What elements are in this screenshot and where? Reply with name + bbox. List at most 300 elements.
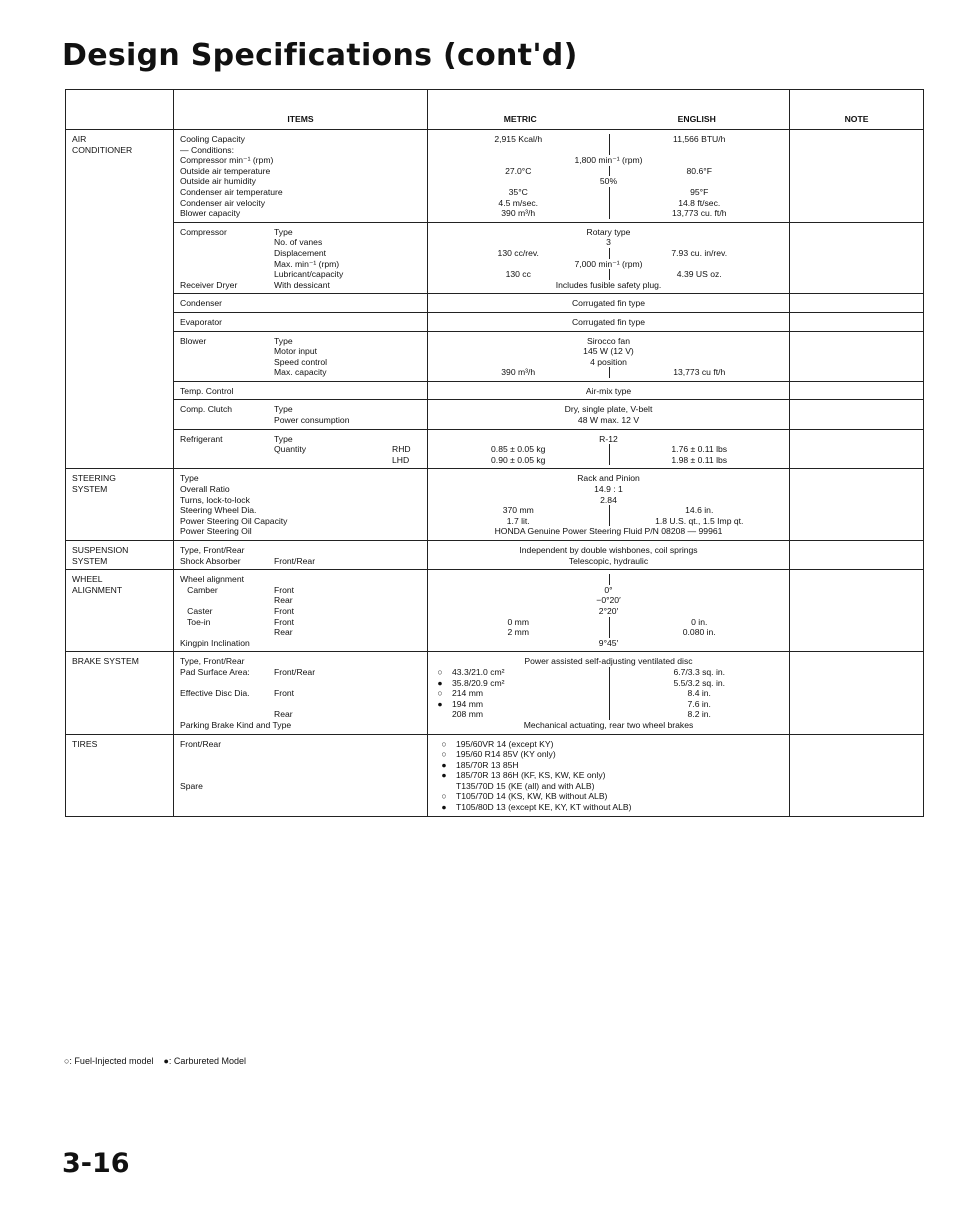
common-value: HONDA Genuine Power Steering Fluid P/N 08208 — 99961	[494, 526, 723, 537]
common-value: 4 position	[590, 356, 627, 367]
page-title: Design Specifications (cont'd)	[62, 38, 578, 73]
tire-spec: 195/60 R14 85V (KY only)	[456, 749, 556, 760]
common-value: 3	[606, 237, 611, 248]
english-value: 11,566 BTU/h	[609, 134, 790, 145]
item-text: Type	[274, 226, 293, 237]
value-line	[428, 176, 789, 187]
item-text: Type, Front/Rear	[180, 545, 245, 555]
tire-line	[428, 791, 789, 802]
item-text	[392, 357, 422, 368]
system-label: STEERING	[72, 473, 116, 484]
item-line	[180, 434, 422, 445]
item-text	[180, 248, 274, 259]
item-text	[392, 678, 422, 689]
english-value: 1.8 U.S. qt., 1.5 Imp qt.	[609, 516, 790, 527]
item-line	[180, 134, 422, 145]
item-line	[180, 166, 422, 177]
note-cell	[790, 331, 924, 381]
item-line	[180, 415, 422, 426]
item-text	[180, 699, 274, 710]
system-cell	[66, 130, 174, 469]
value-line	[428, 227, 789, 238]
item-line	[180, 709, 422, 720]
common-value: Rotary type	[586, 226, 631, 237]
value-line	[428, 404, 789, 415]
table-row	[66, 652, 924, 734]
item-line	[180, 187, 422, 198]
system-label: TIRES	[72, 738, 98, 749]
item-line	[180, 367, 422, 378]
table-row	[66, 734, 924, 816]
metric-value: 130 cc/rev.	[497, 247, 539, 258]
item-text	[392, 556, 422, 567]
metric-value: 194 mm	[452, 698, 484, 709]
items-cell	[174, 130, 428, 223]
english-value: 14.6 in.	[609, 505, 790, 516]
value-line	[428, 298, 789, 309]
system-label: WHEEL	[72, 574, 103, 585]
system-label: BRAKE SYSTEM	[72, 656, 139, 667]
item-text	[392, 781, 422, 792]
english-value: 13,773 cu ft/h	[609, 367, 790, 378]
values-cell	[428, 652, 790, 734]
model-marker: ●	[437, 677, 443, 688]
metric-value	[428, 145, 609, 156]
tire-line	[428, 802, 789, 813]
item-line	[180, 638, 422, 649]
item-text	[180, 749, 274, 760]
value-line	[428, 585, 789, 596]
item-text	[392, 269, 422, 280]
legend-carbureted: ●: Carbureted Model	[163, 1056, 246, 1066]
item-text: Camber	[180, 584, 218, 595]
item-text	[274, 317, 392, 328]
metric-value: 208 mm	[452, 709, 484, 720]
item-line	[180, 678, 422, 689]
item-line	[180, 656, 422, 667]
value-line	[428, 678, 789, 689]
metric-value: 370 mm	[502, 505, 534, 516]
model-marker: ○	[441, 738, 447, 749]
table-row	[66, 429, 924, 469]
common-value: Sirocco fan	[587, 335, 630, 346]
item-text	[180, 269, 274, 280]
items-cell	[174, 331, 428, 381]
items-cell	[174, 652, 428, 734]
note-cell	[790, 222, 924, 294]
item-text	[392, 617, 422, 628]
metric-value: 130 cc	[505, 269, 531, 280]
common-value: 50%	[599, 176, 618, 187]
tire-line	[428, 749, 789, 760]
system-label: SUSPENSION	[72, 545, 129, 555]
item-text	[392, 298, 422, 309]
item-text	[392, 627, 422, 638]
items-cell	[174, 541, 428, 570]
value-line	[428, 473, 789, 484]
table-row	[66, 469, 924, 541]
page-number: 3-16	[62, 1148, 130, 1179]
item-line	[180, 802, 422, 813]
item-text	[274, 720, 392, 731]
values-cell	[428, 294, 790, 313]
spec-table	[65, 89, 924, 817]
item-text	[274, 739, 392, 750]
value-line	[428, 526, 789, 537]
item-text	[392, 802, 422, 813]
value-line	[428, 638, 789, 649]
item-text	[392, 526, 422, 537]
item-line	[180, 269, 422, 280]
item-text: Speed control	[274, 356, 328, 367]
item-text	[392, 720, 422, 731]
item-text	[392, 709, 422, 720]
model-marker: ●	[441, 770, 447, 781]
item-text	[274, 545, 392, 556]
system-label: SYSTEM	[72, 555, 108, 566]
table-row	[66, 331, 924, 381]
system-cell	[66, 734, 174, 816]
item-text: Type	[274, 335, 293, 346]
item-line	[180, 770, 422, 781]
value-line	[428, 415, 789, 426]
item-text	[392, 415, 422, 426]
item-text: Type	[180, 473, 199, 484]
items-cell	[174, 312, 428, 331]
item-line	[180, 208, 422, 219]
values-cell	[428, 331, 790, 381]
item-text	[274, 770, 392, 781]
note-cell	[790, 400, 924, 429]
item-text	[392, 198, 422, 209]
value-line	[428, 280, 789, 291]
item-text	[274, 760, 392, 771]
metric-value: 27.0°C	[505, 165, 532, 176]
item-text: Front	[274, 584, 295, 595]
common-value: 1,800 min⁻¹ (rpm)	[574, 155, 643, 166]
english-value: 14.8 ft/sec.	[609, 198, 790, 209]
common-value: Rack and Pinion	[577, 473, 640, 484]
item-text: Outside air temperature	[180, 165, 271, 176]
tire-line	[428, 781, 789, 792]
item-text: Caster	[180, 605, 213, 616]
model-marker	[428, 709, 452, 720]
metric-value: 214 mm	[452, 688, 484, 699]
item-text	[392, 404, 422, 415]
metric-value: 2,915 Kcal/h	[494, 134, 543, 144]
value-line	[428, 595, 789, 606]
model-marker: ○	[441, 791, 447, 802]
item-line	[180, 145, 422, 156]
value-line	[428, 495, 789, 506]
common-value: 48 W max. 12 V	[577, 415, 640, 426]
item-text	[392, 505, 422, 516]
item-text	[392, 336, 422, 347]
header-values	[428, 90, 790, 130]
item-text: — Conditions:	[180, 144, 234, 155]
item-text: Type, Front/Rear	[180, 656, 245, 667]
values-cell	[428, 130, 790, 223]
item-text	[392, 248, 422, 259]
item-text	[392, 749, 422, 760]
item-text	[392, 770, 422, 781]
item-text: Max. capacity	[274, 367, 327, 378]
item-text	[274, 516, 392, 527]
value-line	[428, 269, 789, 280]
item-line	[180, 473, 422, 484]
item-text: Power Steering Oil	[180, 526, 252, 537]
item-line	[180, 386, 422, 397]
item-text	[274, 166, 392, 177]
value-line	[428, 134, 789, 145]
common-value: −0°20′	[596, 595, 621, 606]
item-text: Toe-in	[180, 616, 211, 627]
common-value: 145 W (12 V)	[583, 346, 634, 357]
english-value: 8.2 in.	[609, 709, 790, 720]
item-text	[180, 791, 274, 802]
system-cell	[66, 652, 174, 734]
item-text	[274, 455, 392, 466]
item-text: Overall Ratio	[180, 484, 230, 495]
item-text	[392, 574, 422, 585]
header-items: ITEMS	[174, 90, 428, 130]
common-value: Independent by double wishbones, coil springs	[519, 545, 698, 555]
item-text	[274, 749, 392, 760]
system-cell	[66, 541, 174, 570]
table-row	[66, 294, 924, 313]
item-text	[392, 317, 422, 328]
item-text	[274, 781, 392, 792]
item-line	[180, 505, 422, 516]
english-value: 95°F	[609, 187, 790, 198]
item-text: Quantity	[274, 444, 307, 455]
item-text	[274, 145, 392, 156]
item-text	[392, 656, 422, 667]
item-text	[274, 699, 392, 710]
item-text	[392, 346, 422, 357]
spec-body	[66, 130, 924, 817]
item-text: Steering Wheel Dia.	[180, 505, 257, 516]
item-line	[180, 444, 422, 455]
items-cell	[174, 469, 428, 541]
items-cell	[174, 381, 428, 400]
item-text	[392, 585, 422, 596]
note-cell	[790, 381, 924, 400]
item-text	[180, 259, 274, 270]
english-value: 80.6°F	[609, 166, 790, 177]
item-line	[180, 155, 422, 166]
item-text: Wheel alignment	[180, 574, 245, 585]
item-text: Rear	[274, 627, 293, 638]
value-line	[428, 198, 789, 209]
item-text	[274, 473, 392, 484]
item-text: Comp. Clutch	[180, 404, 233, 415]
item-text	[392, 545, 422, 556]
item-text: Power Steering Oil Capacity	[180, 515, 288, 526]
value-line	[428, 317, 789, 328]
item-line	[180, 280, 422, 291]
item-text	[392, 145, 422, 156]
item-text	[274, 386, 392, 397]
items-cell	[174, 222, 428, 294]
item-text	[392, 386, 422, 397]
item-text	[392, 516, 422, 527]
note-cell	[790, 541, 924, 570]
item-text: Power consumption	[274, 415, 350, 426]
item-text: Type	[274, 404, 293, 415]
values-cell	[428, 541, 790, 570]
common-value: 7,000 min⁻¹ (rpm)	[574, 258, 643, 269]
note-cell	[790, 294, 924, 313]
item-text	[274, 656, 392, 667]
item-text	[392, 227, 422, 238]
tire-spec: 195/60VR 14 (except KY)	[456, 738, 554, 749]
common-value: Air-mix type	[585, 385, 632, 396]
item-line	[180, 237, 422, 248]
value-line	[428, 187, 789, 198]
value-line	[428, 259, 789, 270]
value-line	[428, 699, 789, 710]
english-value	[609, 145, 790, 156]
metric-value: 390 m³/h	[501, 208, 536, 219]
item-text	[274, 638, 392, 649]
model-marker: ●	[441, 759, 447, 770]
system-label: CONDITIONER	[72, 144, 133, 155]
tire-spec: T105/70D 14 (KS, KW, KB without ALB)	[456, 791, 608, 802]
metric-value: 43.3/21.0 cm²	[452, 666, 505, 677]
model-marker: ●	[437, 698, 443, 709]
items-cell	[174, 570, 428, 652]
values-cell	[428, 570, 790, 652]
item-text	[274, 176, 392, 187]
value-line	[428, 455, 789, 466]
tire-spec: T135/70D 15 (KE (all) and with ALB)	[456, 780, 595, 791]
item-line	[180, 617, 422, 628]
item-text	[392, 434, 422, 445]
common-value: 2.84	[600, 494, 617, 505]
tire-spec: 185/70R 13 86H (KF, KS, KW, KE only)	[456, 770, 606, 781]
metric-value: 4.5 m/sec.	[498, 197, 539, 208]
item-text: Compressor min⁻¹ (rpm)	[180, 155, 274, 166]
item-text: Kingpin Inclination	[180, 637, 250, 648]
item-line	[180, 791, 422, 802]
item-text	[274, 574, 392, 585]
system-label: SYSTEM	[72, 484, 108, 495]
item-text	[274, 155, 392, 166]
value-line	[428, 720, 789, 731]
legend	[64, 1056, 246, 1066]
item-text	[274, 678, 392, 689]
item-text: With dessicant	[274, 279, 330, 290]
item-text: RHD	[392, 444, 411, 455]
table-row	[66, 130, 924, 223]
metric-value: 390 m³/h	[501, 367, 536, 378]
common-value: R-12	[599, 433, 618, 444]
item-line	[180, 781, 422, 792]
items-cell	[174, 400, 428, 429]
item-line	[180, 749, 422, 760]
item-text: Compressor	[180, 226, 227, 237]
item-text: Front/Rear	[180, 738, 222, 749]
value-line	[428, 556, 789, 567]
common-value: Dry, single plate, V-belt	[564, 404, 653, 415]
common-value: Corrugated fin type	[571, 298, 646, 309]
item-text	[392, 495, 422, 506]
value-line	[428, 145, 789, 156]
item-line	[180, 688, 422, 699]
model-marker: ○	[441, 749, 447, 760]
metric-value: 2 mm	[507, 627, 529, 638]
value-line	[428, 434, 789, 445]
value-line	[428, 166, 789, 177]
metric-value: 35°C	[508, 186, 528, 197]
common-value: Includes fusible safety plug.	[555, 279, 662, 290]
item-text	[180, 444, 274, 455]
value-line	[428, 155, 789, 166]
item-text	[392, 259, 422, 270]
item-text: Effective Disc Dia.	[180, 688, 250, 699]
item-text	[392, 595, 422, 606]
item-line	[180, 720, 422, 731]
english-value: 7.6 in.	[609, 699, 790, 710]
item-text	[392, 688, 422, 699]
item-line	[180, 484, 422, 495]
english-value: 4.39 US oz.	[609, 269, 790, 280]
english-value: 0.080 in.	[609, 627, 790, 638]
item-text: Temp. Control	[180, 385, 234, 396]
english-value: 5.5/3.2 sq. in.	[609, 678, 790, 689]
table-row	[66, 381, 924, 400]
value-line	[428, 709, 789, 720]
model-marker: ○	[437, 666, 443, 677]
item-text	[392, 280, 422, 291]
item-text	[180, 346, 274, 357]
item-line	[180, 259, 422, 270]
item-text	[392, 166, 422, 177]
metric-value: 0.90 ± 0.05 kg	[491, 454, 546, 465]
item-text	[274, 791, 392, 802]
item-text	[392, 667, 422, 678]
item-text	[392, 367, 422, 378]
note-cell	[790, 429, 924, 469]
common-value: 9°45′	[598, 637, 619, 648]
item-text	[274, 187, 392, 198]
value-line	[428, 248, 789, 259]
header-english: ENGLISH	[677, 114, 716, 125]
metric-value: 0.85 ± 0.05 kg	[491, 444, 546, 455]
legend-fuel-injected: ○: Fuel-Injected model	[64, 1056, 154, 1066]
common-value: 14.9 : 1	[594, 484, 623, 495]
item-text	[392, 176, 422, 187]
item-text	[274, 505, 392, 516]
item-line	[180, 526, 422, 537]
item-text	[392, 791, 422, 802]
item-text: Lubricant/capacity	[274, 269, 344, 280]
item-line	[180, 455, 422, 466]
item-text	[180, 678, 274, 689]
item-text	[180, 455, 274, 466]
item-line	[180, 317, 422, 328]
system-label: ALIGNMENT	[72, 584, 123, 595]
item-text	[180, 760, 274, 771]
item-text: Front	[274, 688, 295, 699]
note-cell	[790, 570, 924, 652]
item-text: Displacement	[274, 247, 327, 258]
values-cell	[428, 222, 790, 294]
item-line	[180, 516, 422, 527]
item-line	[180, 585, 422, 596]
item-text	[392, 484, 422, 495]
